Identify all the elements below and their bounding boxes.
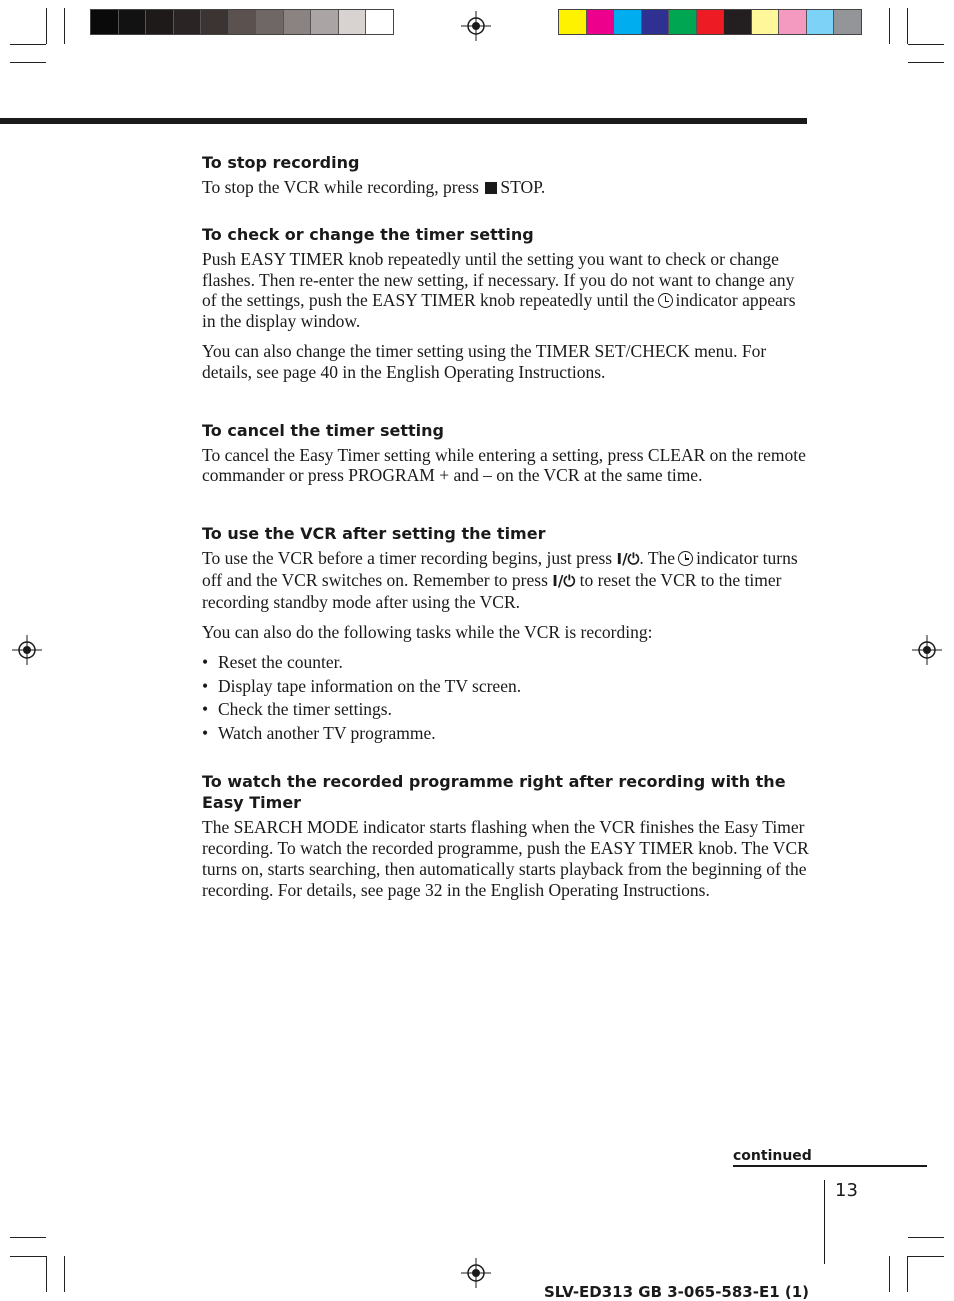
crop-mark-tr-v2	[889, 8, 890, 44]
section-heading: To use the VCR after setting the timer	[202, 524, 546, 544]
color-swatch	[366, 10, 393, 34]
header-rule	[0, 118, 807, 124]
page-number: 13	[835, 1180, 858, 1201]
paragraph: To cancel the Easy Timer setting while entering a setting, press CLEAR on the remote commander or press PROGRAM + and – on the VCR at the same time.	[202, 444, 806, 486]
crop-mark-br-v	[907, 1256, 908, 1292]
color-swatch	[146, 10, 174, 34]
paragraph: You can also change the timer setting using the TIMER SET/CHECK menu. For details, see page 40 in the English Operating Instructions.	[202, 340, 767, 382]
page-number-rule	[824, 1180, 825, 1264]
crop-mark-tr-v	[907, 8, 908, 44]
registration-target-icon	[12, 635, 42, 665]
crop-mark-bl-h2	[10, 1256, 46, 1257]
crop-mark-tr-h2	[908, 62, 944, 63]
color-swatch	[559, 10, 587, 34]
section-heading: To check or change the timer setting	[202, 224, 534, 244]
color-swatch	[91, 10, 119, 34]
power-icon: I/⏻	[552, 571, 576, 590]
registration-target-icon	[912, 635, 942, 665]
color-swatch	[724, 10, 752, 34]
paragraph: The SEARCH MODE indicator starts flashing when the VCR finishes the Easy Timer recording. To watch the recorded programme, push the EASY TIMER knob. The VCR turns on, starts searching, then automatically starts playback from the beginning of the recording. For details, see page 32 in the English Operating Instructions.	[202, 817, 809, 900]
color-swatch	[669, 10, 697, 34]
crop-mark-tl-h	[10, 44, 46, 45]
color-swatch	[256, 10, 284, 34]
color-swatch	[229, 10, 257, 34]
list-item: • Display tape information on the TV screen.	[202, 675, 522, 696]
color-swatch	[587, 10, 615, 34]
continued-label: continued	[733, 1148, 927, 1167]
crop-mark-bl-v	[46, 1256, 47, 1292]
color-swatch	[807, 10, 835, 34]
crop-mark-bl-v2	[64, 1256, 65, 1292]
power-icon: I/⏻	[616, 550, 640, 569]
list-item: • Check the timer settings.	[202, 699, 392, 720]
task-list	[202, 651, 812, 745]
color-swatch	[697, 10, 725, 34]
crop-mark-tl-v2	[64, 8, 65, 44]
crop-mark-bl-h	[10, 1237, 46, 1238]
list-item: • Reset the counter.	[202, 652, 343, 673]
color-swatch	[174, 10, 202, 34]
color-swatch	[201, 10, 229, 34]
color-swatch	[284, 10, 312, 34]
registration-target-icon	[461, 1258, 491, 1288]
section-heading: To watch the recorded programme right after recording with the Easy Timer	[202, 772, 786, 813]
color-swatch	[834, 10, 861, 34]
color-swatch	[311, 10, 339, 34]
section-check-change-timer	[202, 224, 812, 383]
crop-mark-br-v2	[889, 1256, 890, 1292]
section-stop-recording	[202, 152, 812, 198]
crop-mark-tl-h2	[10, 62, 46, 63]
timer-icon	[658, 293, 673, 308]
section-heading: To cancel the timer setting	[202, 420, 444, 440]
color-swatch	[779, 10, 807, 34]
main-content	[202, 152, 812, 927]
color-calibration-bar	[558, 9, 862, 35]
stop-icon	[485, 182, 497, 194]
color-swatch	[119, 10, 147, 34]
section-use-vcr-after-timer	[202, 523, 812, 745]
paragraph: You can also do the following tasks while the VCR is recording:	[202, 621, 653, 642]
paragraph: To stop the VCR while recording, press STOP.	[202, 177, 546, 197]
gray-calibration-bar	[90, 9, 394, 35]
crop-mark-tr-h	[908, 44, 944, 45]
color-swatch	[614, 10, 642, 34]
paragraph: Push EASY TIMER knob repeatedly until the setting you want to check or change flashes. Then re-enter the new setting, if necessary. If you do not want to change any of the settings, push the EASY TIMER knob repeatedly until the indicator appears in the display window.	[202, 248, 796, 332]
section-cancel-timer	[202, 420, 812, 487]
crop-mark-br-h2	[908, 1256, 944, 1257]
section-heading: To stop recording	[202, 153, 360, 172]
paragraph: To use the VCR before a timer recording begins, just press I/⏻. The indicator turns off and the VCR switches on. Remember to press I/⏻ to reset the VCR to the timer recording standby mode after using the VCR.	[202, 548, 798, 612]
footer-code: SLV-ED313 GB 3-065-583-E1 (1)	[544, 1283, 810, 1301]
crop-mark-br-h	[908, 1237, 944, 1238]
crop-mark-tl-v	[46, 8, 47, 44]
section-watch-recorded-programme	[202, 771, 812, 900]
color-swatch	[752, 10, 780, 34]
color-swatch	[642, 10, 670, 34]
color-swatch	[339, 10, 367, 34]
timer-icon	[678, 551, 693, 566]
list-item: • Watch another TV programme.	[202, 722, 436, 743]
registration-target-icon	[461, 11, 491, 41]
